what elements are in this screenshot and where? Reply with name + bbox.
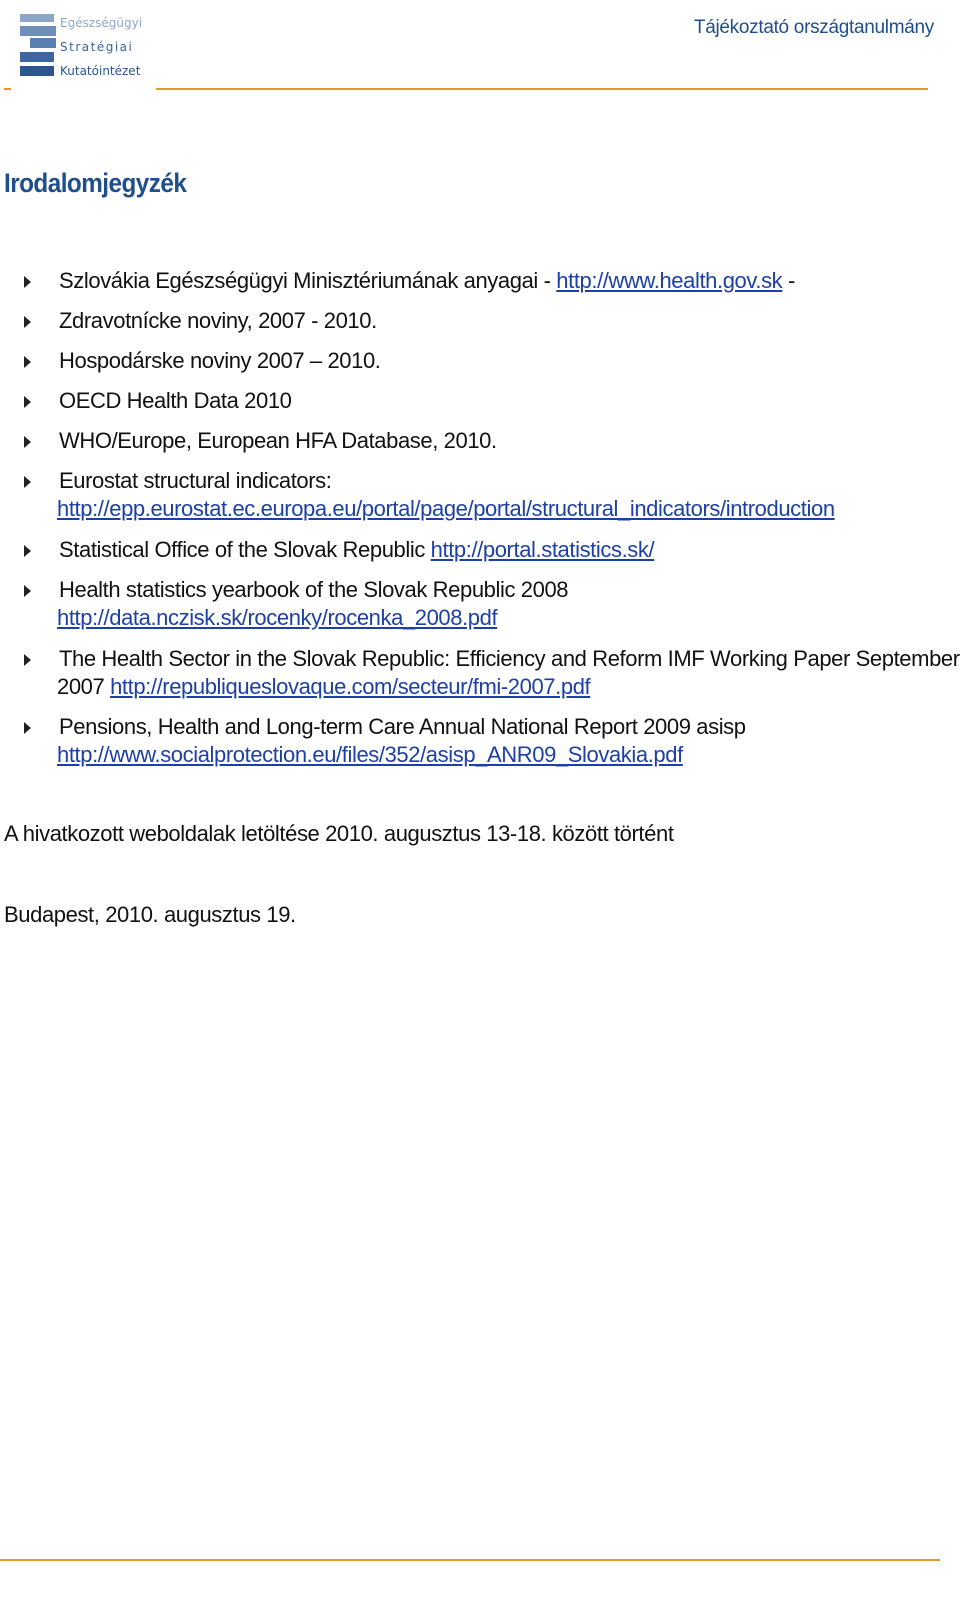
logo-line-3: Kutatóintézet <box>60 64 141 78</box>
reference-text: Eurostat structural indicators: <box>59 468 332 493</box>
bullet-icon <box>24 436 31 448</box>
reference-text: Szlovákia Egészségügyi Minisztériumának anyagai - <box>59 268 551 293</box>
bullet-icon <box>24 476 31 488</box>
reference-text-continued: 2007 <box>57 674 105 699</box>
reference-text: The Health Sector in the Slovak Republic: Efficiency and Reform IMF Working Paper September <box>59 646 960 671</box>
reference-text: Health statistics yearbook of the Slovak Republic 2008 <box>59 577 569 602</box>
reference-text: WHO/Europe, European HFA Database, 2010. <box>59 428 497 453</box>
bullet-icon <box>24 276 31 288</box>
download-note: A hivatkozott weboldalak letöltése 2010. augusztus 13-18. között történt <box>4 821 674 846</box>
reference-link[interactable]: http://portal.statistics.sk/ <box>430 537 655 562</box>
header-divider-tick <box>4 88 11 90</box>
reference-suffix: - <box>787 268 795 293</box>
reference-link[interactable]: http://republiqueslovaque.com/secteur/fmi-2007.pdf <box>110 674 591 699</box>
reference-link[interactable]: http://www.socialprotection.eu/files/352/asisp_ANR09_Slovakia.pdf <box>57 742 683 767</box>
reference-text: Statistical Office of the Slovak Republic <box>59 537 425 562</box>
reference-text: Pensions, Health and Long-term Care Annual National Report 2009 asisp <box>59 714 746 739</box>
institute-logo <box>16 8 156 82</box>
reference-text: Zdravotnícke noviny, 2007 - 2010. <box>59 308 377 333</box>
bullet-icon <box>24 545 31 557</box>
reference-link[interactable]: http://epp.eurostat.ec.europa.eu/portal/page/portal/structural_indicators/introduction <box>57 496 835 521</box>
footer-divider <box>0 1559 940 1561</box>
reference-link[interactable]: http://data.nczisk.sk/rocenky/rocenka_2008.pdf <box>57 605 498 630</box>
reference-link[interactable]: http://www.health.gov.sk <box>556 268 783 293</box>
bullet-icon <box>24 316 31 328</box>
bullet-icon <box>24 396 31 408</box>
bullet-icon <box>24 722 31 734</box>
bullet-icon <box>24 654 31 666</box>
bullet-icon <box>24 585 31 597</box>
reference-text: Hospodárske noviny 2007 – 2010. <box>59 348 381 373</box>
page-title: Irodalomjegyzék <box>4 168 187 198</box>
header-title: Tájékoztató országtanulmány <box>693 17 934 38</box>
reference-text: OECD Health Data 2010 <box>59 388 292 413</box>
logo-line-2: Stratégiai <box>60 40 134 54</box>
bullet-icon <box>24 356 31 368</box>
logo-line-1: Egészségügyi <box>60 16 143 30</box>
place-date: Budapest, 2010. augusztus 19. <box>4 902 296 927</box>
header-divider <box>156 88 928 90</box>
